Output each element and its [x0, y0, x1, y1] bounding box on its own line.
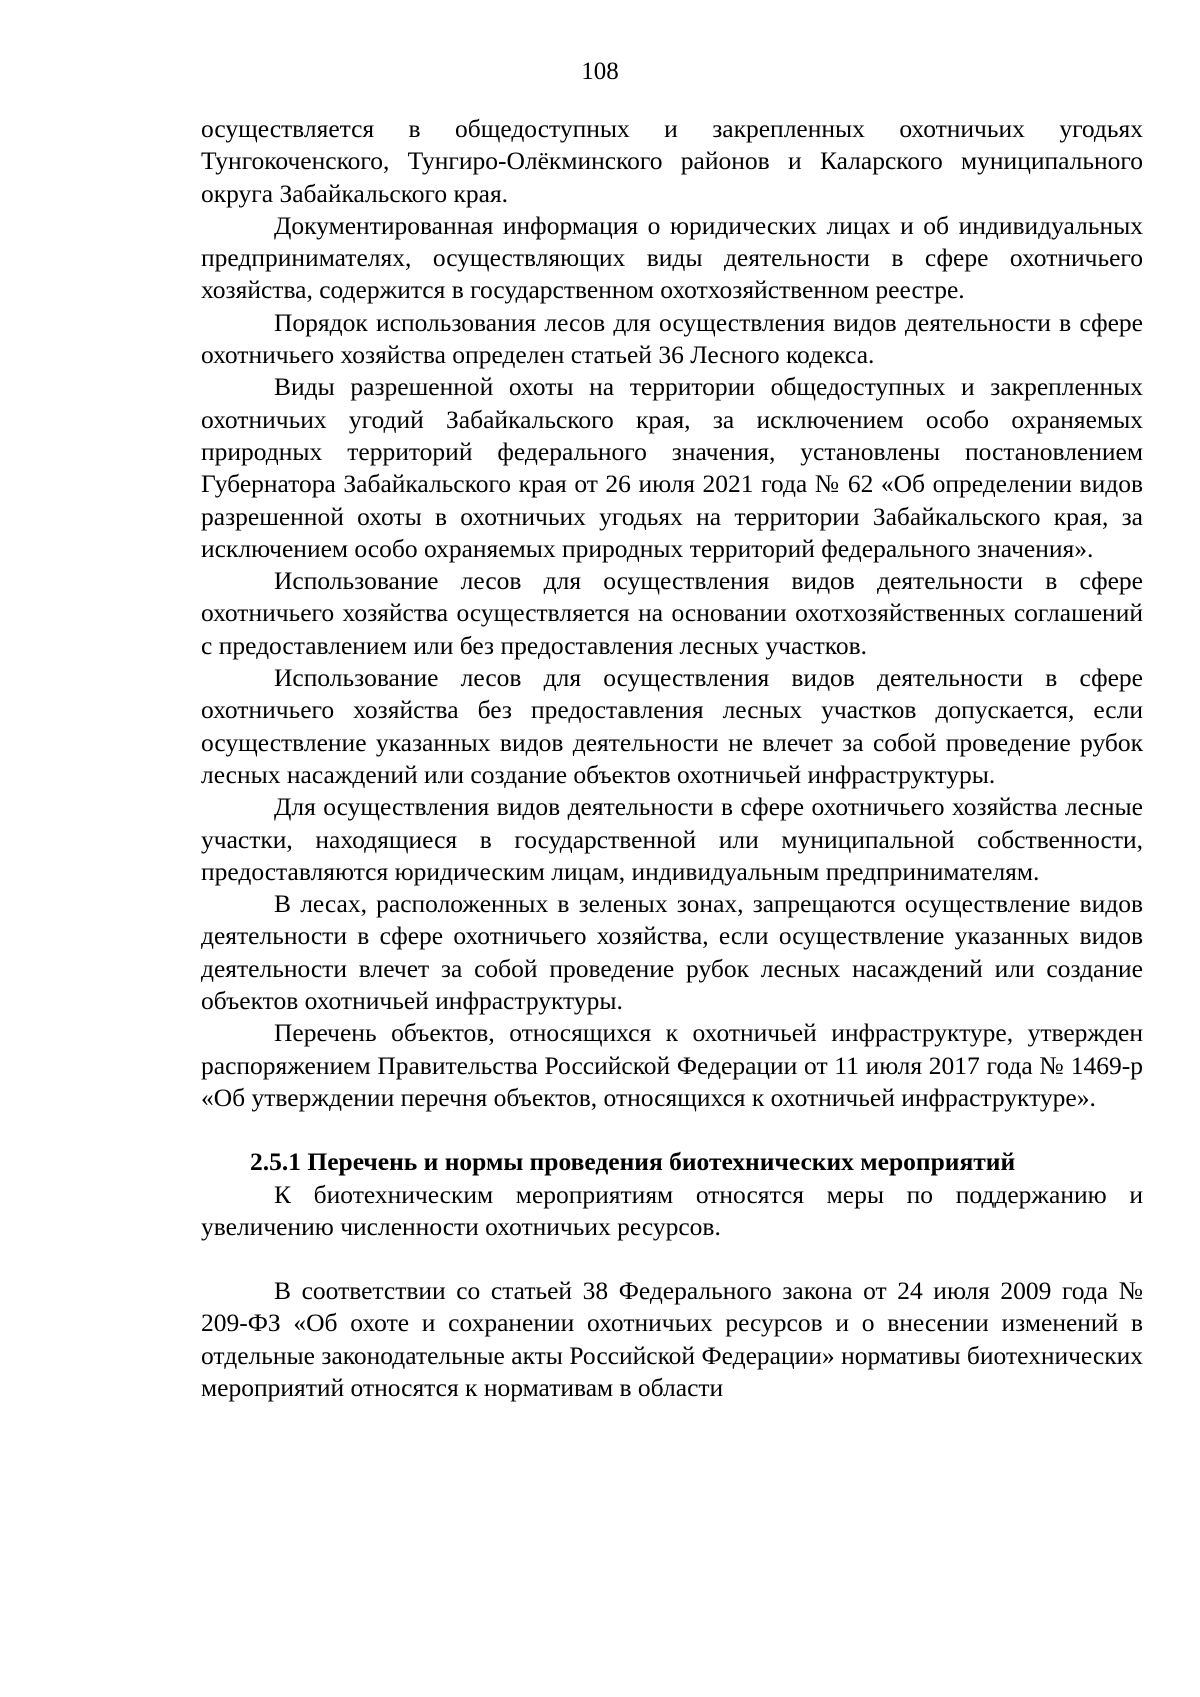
paragraph-green-zones: В лесах, расположенных в зеленых зонах, запрещаются осуществление видов деятельности в сфере охотничьего хозяйства, если осуществление указанных видов деятельности влечет за собой проведение рубок лесных насаждений или создание объектов охотничьей инфраструктуры. — [201, 889, 1143, 1016]
paragraph-without-plots: Использование лесов для осуществления видов деятельности в сфере охотничьего хозяйства без предоставления лесных участков допускается, если осуществление указанных видов деятельности не влечет за собой проведение рубок лесных насаждений или создание объектов охотничьей инфраструктуры. — [201, 663, 1143, 789]
paragraph-infrastructure-list: Перечень объектов, относящихся к охотничьей инфраструктуре, утвержден распоряжением Правительства Российской Федерации от 11 июля 2017 года № 1469-р «Об утверждении перечня объектов, относящихся к охотничьей инфраструктуре». — [201, 1018, 1143, 1112]
paragraph-federal-law: В соответствии со статьей 38 Федерального закона от 24 июля 2009 года № 209-ФЗ «Об охоте и сохранении охотничьих ресурсов и о внесении изменений в отдельные законодательные акты Российской Федерации» нормативы биотехнических мероприятий относятся к нормативам в области — [201, 1276, 1143, 1402]
paragraph-plots-provided: Для осуществления видов деятельности в сфере охотничьего хозяйства лесные участки, находящиеся в государственной или муниципальной собственности, предоставляются юридическим лицам, индивидуальным предпринимателям. — [201, 792, 1143, 886]
paragraph-forest-code: Порядок использования лесов для осуществления видов деятельности в сфере охотничьего хозяйства определен статьей 36 Лесного кодекса. — [201, 307, 1143, 370]
paragraph-hunting-types: Виды разрешенной охоты на территории общедоступных и закрепленных охотничьих угодий Забайкальского края, за исключением особо охраняемых природных территорий федерального значения, установлены постановлением Губернатора Забайкальского края от 26 июля 2021 года № 62 «Об определении видов разрешенной охоты в охотничьих угодьях на территории Забайкальского края, за исключением особо охраняемых природных территорий федерального значения». — [201, 372, 1143, 563]
paragraph-biotech-intro: К биотехническим мероприятиям относятся меры по поддержанию и увеличению численности охотничьих ресурсов. — [201, 1179, 1143, 1241]
paragraph-register: Документированная информация о юридических лицах и об индивидуальных предпринимателях, осуществляющих виды деятельности в сфере охотничьего хозяйства, содержится в государственном охотхозяйственном реестре. — [201, 210, 1143, 305]
document-body — [201, 113, 1143, 1404]
paragraph-hunting-agreements: Использование лесов для осуществления видов деятельности в сфере охотничьего хозяйства осуществляется на основании охотхозяйственных соглашений с предоставлением или без предоставления лесных участков. — [201, 566, 1143, 660]
section-heading: 2.5.1 Перечень и нормы проведения биотехнических мероприятий — [250, 1147, 1016, 1177]
page-number: 108 — [581, 58, 619, 85]
paragraph-continuation: осуществляется в общедоступных и закрепленных охотничьих угодьях Тунгокоченского, Тунгиро-Олёкминского районов и Каларского муниципального округа Забайкальского края. — [201, 114, 1143, 208]
